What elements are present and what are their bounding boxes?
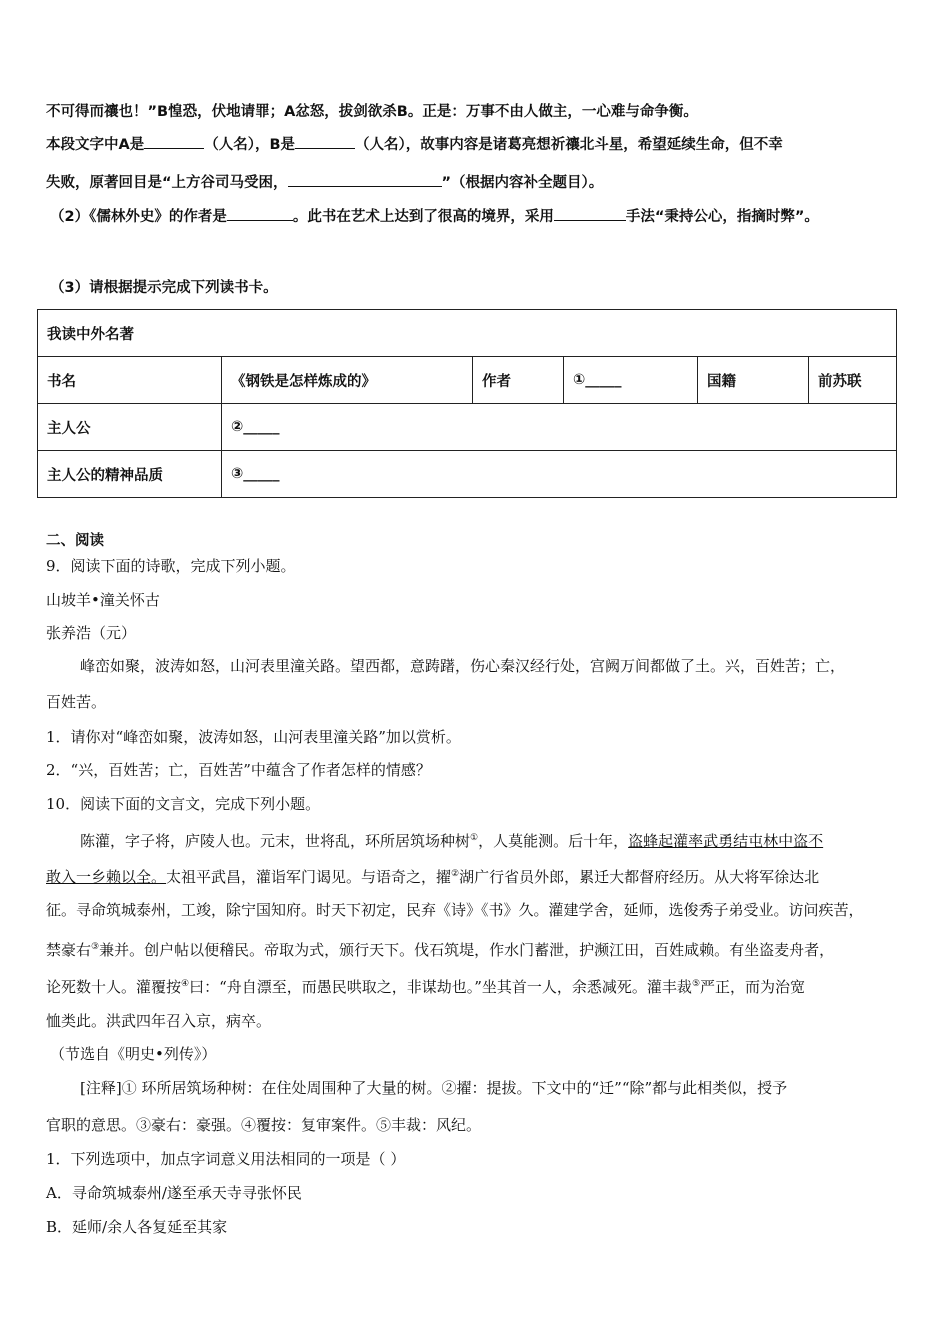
poem-line1: 峰峦如聚，波涛如怒，山河表里潼关路。望西都，意踌躇，伤心秦汉经行处，宫阙万间都做了土。兴，百姓苦；亡， (80, 657, 846, 675)
underlined-sentence: 盗蜂起灌率武勇结屯林中盗不 (628, 832, 824, 850)
q8-part2 (50, 206, 920, 228)
answer-blank-a[interactable] (144, 134, 204, 149)
author-value[interactable]: ①_____ (564, 357, 698, 404)
wenyan-line2 (46, 863, 920, 888)
card-spirit-row (38, 451, 897, 498)
q8-line3-text-a: 失败，原著回目是“上方谷司马受困， (46, 175, 288, 191)
q8-part3: （3）请根据提示完成下列读书卡。 (50, 280, 278, 296)
answer-blank-b[interactable] (295, 134, 355, 149)
poem-line2: 百姓苦。 (46, 693, 107, 711)
answer-blank-chapter[interactable] (288, 172, 442, 187)
footnote-marker: ⑤ (691, 979, 701, 989)
source-note: （节选自《明史•列传》） (50, 1045, 217, 1063)
wenyan-line6: 恤类此。洪武四年召入京，病卒。 (46, 1012, 272, 1030)
answer-blank-author[interactable] (227, 206, 293, 221)
footnote-marker: ③ (91, 942, 100, 952)
q8-line2 (46, 134, 920, 156)
wenyan-text: 陈灌，字子将，庐陵人也。元末，世将乱，环所居筑场种树 (80, 832, 471, 850)
card-header: 我读中外名著 (38, 310, 897, 357)
hero-label: 主人公 (38, 404, 222, 451)
q10-intro: 10．阅读下面的文言文，完成下列小题。 (46, 795, 321, 813)
poem-author: 张养浩（元） (46, 624, 137, 642)
wenyan-line1 (46, 827, 920, 852)
section-title: 二、阅读 (46, 533, 104, 549)
hero-value[interactable]: ②_____ (222, 404, 897, 451)
poem-title: 山坡羊•潼关怀古 (46, 591, 160, 609)
q9-question2: 2．“兴，百姓苦；亡，百姓苦”中蕴含了作者怎样的情感？ (46, 761, 431, 779)
q8-line2-text-a: 本段文字中A是 (46, 137, 145, 153)
footnote-marker: ② (451, 869, 460, 879)
wenyan-text: 曰：“舟自漂至，而愚民哄取之，非谋劫也。”坐其首一人，余悉减死。灌丰裁 (189, 978, 692, 996)
q8-line2-text-c: （人名），故事内容是诸葛亮想祈禳北斗星，希望延续生命，但不幸 (355, 137, 783, 153)
wenyan-text: 兼并。创户帖以便稽民。帝取为式，颁行天下。伐石筑堤，作水门蓄泄，护濒江田，百姓咸赖。有坐盗麦舟者， (99, 941, 835, 959)
nation-label: 国籍 (698, 357, 809, 404)
option-b: B．延师/余人各复延至其家 (46, 1218, 228, 1236)
wenyan-text: 论死数十人。灌覆按 (46, 978, 182, 996)
spirit-value[interactable]: ③_____ (222, 451, 897, 498)
card-header-row (38, 310, 897, 357)
card-book-row (38, 357, 897, 404)
wenyan-text: ，人莫能测。后十年， (478, 832, 629, 850)
wenyan-line3: 征。寻命筑城泰州，工竣，除宁国知府。时天下初定，民弃《诗》《书》久。灌建学舍，延师，选俊秀子弟受业。访问疾苦， (46, 901, 864, 919)
q8-part2-text-b: 。此书在艺术上达到了很高的境界，采用 (292, 209, 554, 225)
nation-value: 前苏联 (809, 357, 897, 404)
q9-intro: 9．阅读下面的诗歌，完成下列小题。 (46, 557, 296, 575)
q9-question1: 1．请你对“峰峦如聚，波涛如怒，山河表里潼关路”加以赏析。 (46, 728, 461, 746)
reading-card-table (37, 309, 897, 498)
q10-question1: 1．下列选项中，加点字词意义用法相同的一项是（ ） (46, 1150, 406, 1168)
q8-line3 (46, 172, 920, 194)
author-label: 作者 (473, 357, 564, 404)
wenyan-line4 (46, 936, 920, 961)
footnote-marker: ④ (181, 979, 190, 989)
wenyan-text: 禁豪右 (46, 941, 92, 959)
book-value: 《钢铁是怎样炼成的》 (222, 357, 473, 404)
footnote-marker: ① (470, 833, 479, 843)
q8-line2-text-b: （人名），B是 (204, 137, 296, 153)
q8-part2-text-c: 手法“秉持公心，指摘时弊”。 (625, 209, 819, 225)
wenyan-text: 严正，而为治宽 (700, 978, 806, 996)
q8-part2-text-a: （2）《儒林外史》的作者是 (50, 209, 227, 225)
spirit-label: 主人公的精神品质 (38, 451, 222, 498)
annotation-line2: 官职的意思。③豪右：豪强。④覆按：复审案件。⑤丰裁：风纪。 (46, 1116, 482, 1134)
book-label: 书名 (38, 357, 222, 404)
answer-blank-technique[interactable] (554, 206, 626, 221)
option-a: A．寻命筑城泰州/遂至承天寺寻张怀民 (46, 1184, 302, 1202)
card-hero-row (38, 404, 897, 451)
q8-line3-text-b: ”（根据内容补全题目）。 (441, 175, 604, 191)
annotation-line1: [注释]① 环所居筑场种树：在住处周围种了大量的树。②擢：提拔。下文中的“迁”“除”都与此相类似，授予 (80, 1079, 788, 1097)
q8-line1: 不可得而禳也！”B惶恐，伏地请罪；A忿怒，拔剑欲杀B。正是：万事不由人做主，一心难与命争衡。 (46, 104, 698, 120)
wenyan-text: 湖广行省员外郎，累迁大都督府经历。从大将军徐达北 (459, 868, 820, 886)
underlined-sentence: 敢入一乡赖以全。 (46, 868, 167, 886)
wenyan-line5 (46, 973, 920, 998)
wenyan-text: 太祖平武昌，灌诣军门谒见。与语奇之，擢 (166, 868, 452, 886)
